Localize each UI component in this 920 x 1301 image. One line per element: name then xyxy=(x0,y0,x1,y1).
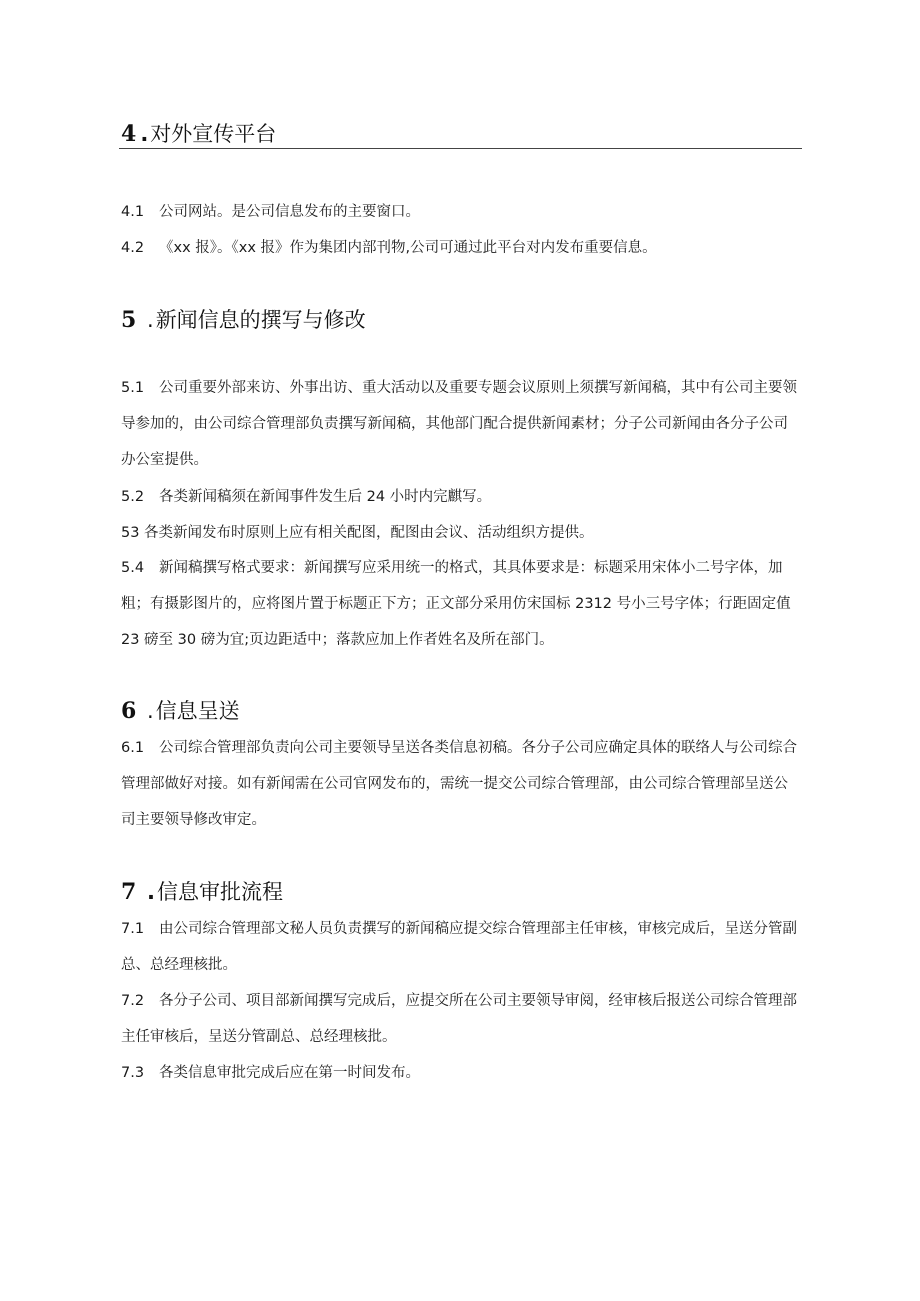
paragraph-number: 7.1 xyxy=(121,921,145,937)
section-number: 4 xyxy=(121,121,137,147)
paragraph-text: 《xx 报》。《xx 报》作为集团内部刊物,公司可通过此平台对内发布重要信息。 xyxy=(159,240,657,256)
paragraph-5-4 xyxy=(121,550,801,658)
section-separator: . xyxy=(140,122,149,146)
heading-underline xyxy=(119,148,802,149)
paragraph-number: 6.1 xyxy=(121,740,145,756)
paragraph-text: 各类新闻稿须在新闻事件发生后 24 小时内完麒写。 xyxy=(159,489,492,505)
section-title: 信息呈送 xyxy=(155,699,240,723)
paragraph-text: 新闻稿撰写格式要求：新闻撰写应采用统一的格式，其具体要求是：标题采用宋体小二号字体，加粗；有摄影图片的，应将图片置于标题正下方；正文部分采用仿宋国标 2312 号小三号字体；行距固定值 23 磅至 30 磅为宜;页边距适中；落款应加上作者姓名及所在部门。 xyxy=(121,560,791,648)
paragraph-6-1 xyxy=(121,730,801,838)
section-separator: . xyxy=(147,699,154,723)
section-title: 信息审批流程 xyxy=(156,880,283,904)
paragraph-text: 各类信息审批完成后应在第一时间发布。 xyxy=(159,1065,420,1081)
paragraph-number: 7.2 xyxy=(121,993,145,1009)
paragraph-7-2 xyxy=(121,983,801,1055)
paragraph-number: 5.4 xyxy=(121,560,145,576)
section-6-heading xyxy=(121,697,240,725)
paragraph-number: 4.2 xyxy=(121,240,145,256)
paragraph-4-2 xyxy=(121,230,801,266)
section-number: 5 xyxy=(121,307,137,333)
paragraph-5-2 xyxy=(121,479,801,515)
paragraph-text: 53 各类新闻发布时原则上应有相关配图，配图由会议、活动组织方提供。 xyxy=(121,525,594,541)
paragraph-number: 7.3 xyxy=(121,1065,145,1081)
paragraph-text: 由公司综合管理部文秘人员负责撰写的新闻稿应提交综合管理部主任审核，审核完成后，呈送分管副总、总经理核批。 xyxy=(121,921,797,973)
section-separator: . xyxy=(147,880,155,904)
paragraph-7-3 xyxy=(121,1055,801,1091)
paragraph-text: 公司网站。是公司信息发布的主要窗口。 xyxy=(159,204,420,220)
paragraph-text: 各分子公司、项目部新闻撰写完成后，应提交所在公司主要领导审阅，经审核后报送公司综合管理部主任审核后，呈送分管副总、总经理核批。 xyxy=(121,993,797,1045)
section-title: 新闻信息的撰写与修改 xyxy=(155,308,366,332)
paragraph-number: 5.1 xyxy=(121,380,145,396)
section-separator: . xyxy=(147,308,154,332)
paragraph-number: 4.1 xyxy=(121,204,145,220)
paragraph-4-1 xyxy=(121,194,801,230)
section-4-heading xyxy=(121,120,276,148)
paragraph-number: 5.2 xyxy=(121,489,145,505)
paragraph-text: 公司综合管理部负责向公司主要领导呈送各类信息初稿。各分子公司应确定具体的联络人与公司综合管理部做好对接。如有新闻需在公司官网发布的，需统一提交公司综合管理部，由公司综合管理部呈送公司主要领导修改审定。 xyxy=(121,740,797,828)
section-number: 7 xyxy=(121,879,137,905)
section-number: 6 xyxy=(121,698,137,724)
paragraph-7-1 xyxy=(121,911,801,983)
paragraph-5-3 xyxy=(121,515,801,551)
section-5-heading xyxy=(121,306,366,334)
paragraph-5-1 xyxy=(121,370,801,478)
paragraph-text: 公司重要外部来访、外事出访、重大活动以及重要专题会议原则上须撰写新闻稿，其中有公司主要领导参加的，由公司综合管理部负责撰写新闻稿，其他部门配合提供新闻素材；分子公司新闻由各分子公司办公室提供。 xyxy=(121,380,797,468)
section-title: 对外宣传平台 xyxy=(150,122,277,146)
section-7-heading xyxy=(121,878,283,906)
